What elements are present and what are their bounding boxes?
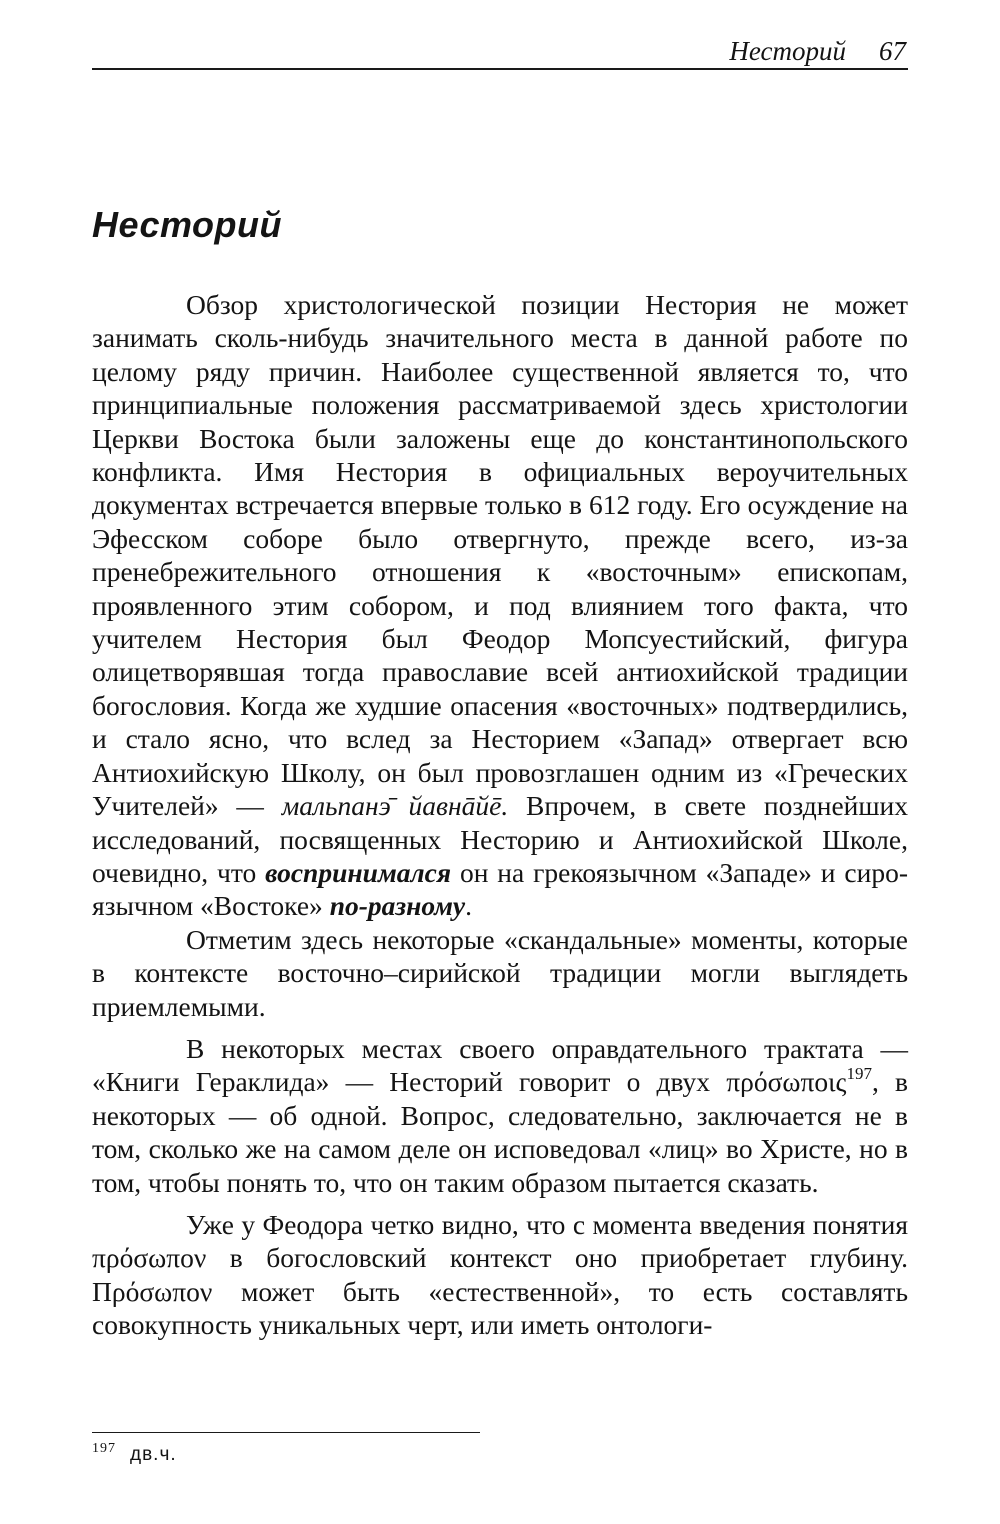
paragraph-1 bbox=[92, 288, 908, 923]
p3-text-a: В некоторых местах своего оправдательного трактата — «Книги Гераклида» — Несторий говорит о двух πρόσωποις bbox=[92, 1032, 908, 1098]
p1-text-e: он на грекоязычном «Западе» и сироязычном «Востоке» bbox=[92, 856, 908, 922]
p1-emphasis-perceived: воспринимался bbox=[265, 856, 452, 888]
running-head-title: Несторий bbox=[729, 36, 846, 66]
paragraph-3 bbox=[92, 1032, 908, 1199]
p1-text-a: Обзор христологической позиции Нестория не может занимать сколь-нибудь значительного места в данной работе по целому ряду причин. Наиболее существенной является то, что принципиальные положения рассматриваемой здесь христологии Церкви Востока были заложены еще до константинопольского конфликта. Имя Нестория в официальных вероучительных документах встречается впервые только в 612 году. Его осуждение на Эфесском соборе было отвергнуто, прежде всего, из-за пренебрежительного отношения к «восточным» епископам, проявленного этим собором, и под влиянием того факта, что учителем Нестория был Феодор Мопсуестийский, фигура олицетворявшая тогда православие всей антиохийской традиции богословия. Когда же худшие опасения «восточных» подтвердились, и стало ясно, что вслед за Несторием «Запад» отвергает всю Антиохийскую Школу, он был провозглашен одним из «Греческих Учителей» — bbox=[92, 289, 908, 822]
footnote-mark: 197 bbox=[92, 1441, 116, 1456]
running-head bbox=[92, 32, 908, 70]
body-text bbox=[92, 288, 908, 1342]
chapter-title: Несторий bbox=[92, 204, 282, 245]
paragraph-4: Уже у Феодора четко видно, что с момента введения понятия πρόσωπον в богословский контекст оно приобретает глубину. Πρόσωπον может быть «естественной», то есть составлять совокупность уникальных черт, или иметь онтологи- bbox=[92, 1208, 908, 1341]
page-number: 67 bbox=[879, 36, 906, 66]
footnote-separator bbox=[92, 1432, 480, 1433]
footnote bbox=[92, 1441, 177, 1466]
p1-text-g: . bbox=[465, 890, 473, 922]
paragraph-2: Отметим здесь некоторые «скандальные» моменты, которые в контексте восточно–сирийской традиции могли выглядеть приемлемыми. bbox=[92, 923, 908, 1022]
p1-text-c: Впрочем, в свете позднейших исследований, посвященных Несторию и Антиохийской Школе, очевидно, что bbox=[92, 790, 909, 888]
footnote-text: дв.ч. bbox=[130, 1444, 177, 1465]
p1-emphasis-differently: по-разному bbox=[329, 890, 466, 922]
footnote-reference: 197 bbox=[846, 1064, 872, 1084]
p3-text-b: , в некоторых — об одной. Вопрос, следовательно, заключается не в том, сколько же на самом деле он исповедовал «лиц» во Христе, но в том, чтобы понять то, что он таким образом пытается сказать. bbox=[92, 1066, 908, 1198]
p1-syriac-transliteration: мальпанэ̄ йавнāйē. bbox=[281, 790, 509, 822]
